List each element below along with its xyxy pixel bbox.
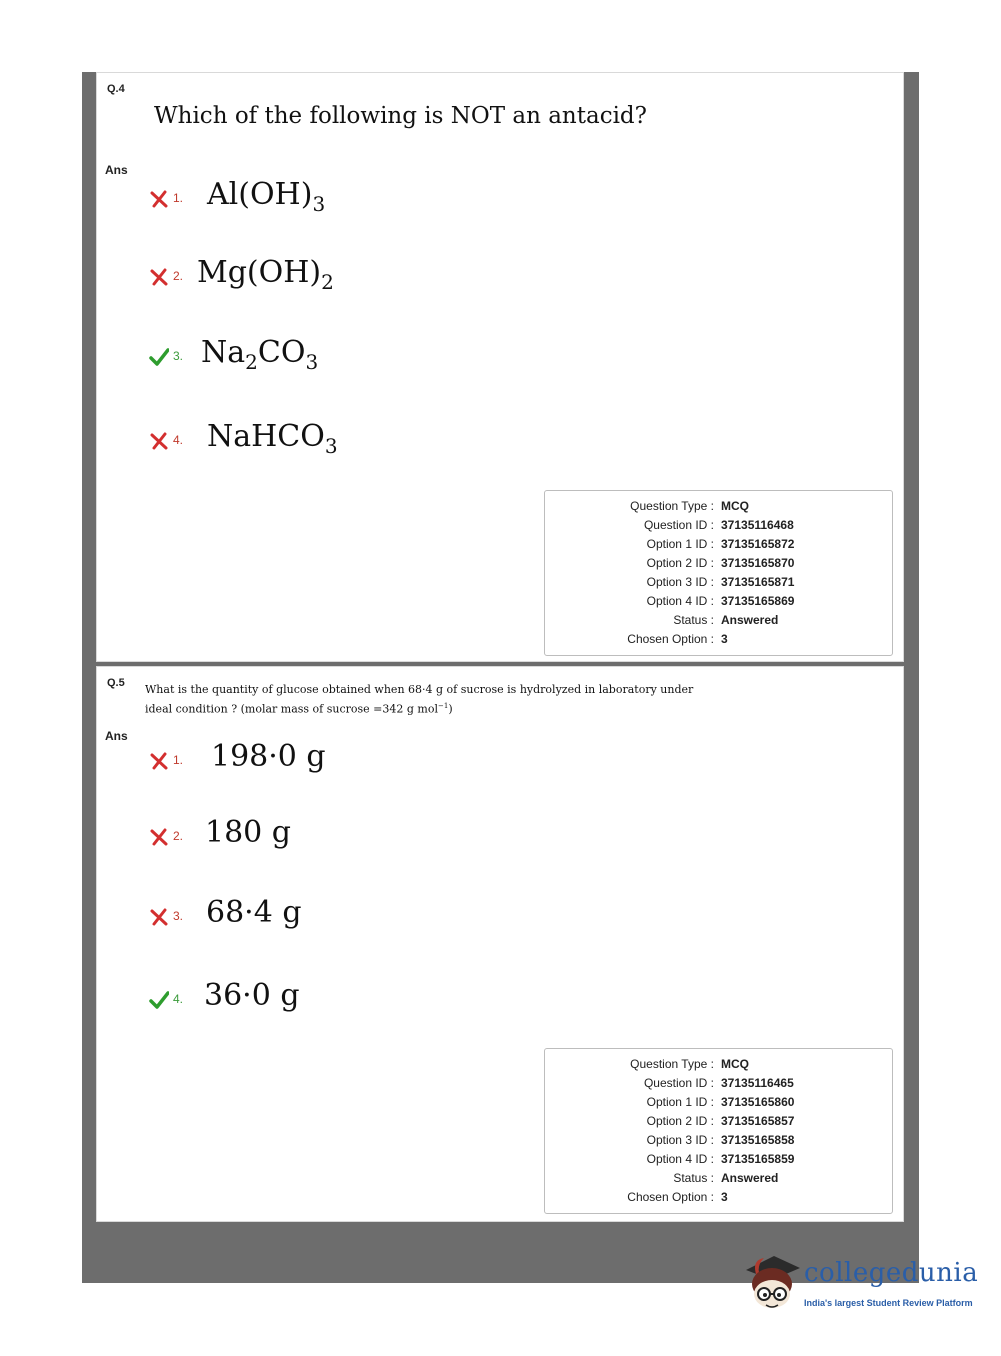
question-number: Q.4	[107, 83, 125, 95]
option-number: 2.	[173, 269, 184, 283]
meta-label: Option 2 ID :	[646, 556, 714, 570]
meta-label: Question ID :	[643, 1076, 714, 1090]
meta-value: 3	[721, 632, 728, 646]
question-panel-q5	[96, 666, 904, 1222]
option-number: 2.	[173, 829, 184, 843]
wrong-cross-icon	[149, 267, 169, 287]
option-text: 198·0 g	[211, 739, 326, 774]
meta-value: 3	[721, 1190, 728, 1204]
wrong-cross-icon	[149, 189, 169, 209]
wrong-cross-icon	[149, 431, 169, 451]
meta-value: Answered	[721, 613, 779, 627]
correct-check-icon	[149, 347, 169, 367]
meta-label: Question Type :	[630, 499, 714, 513]
meta-label: Option 3 ID :	[646, 1133, 714, 1147]
meta-label: Chosen Option :	[627, 1190, 714, 1204]
brand-tagline: India's largest Student Review Platform	[804, 1298, 973, 1308]
question-number: Q.5	[107, 677, 125, 689]
meta-label: Option 1 ID :	[646, 537, 714, 551]
mascot-icon	[742, 1250, 802, 1318]
meta-value: 37135165870	[721, 556, 795, 570]
option-text: $Al(OH)_3$	[207, 177, 326, 216]
option-text: 180 g	[205, 815, 292, 850]
option-text: 68·4 g	[206, 895, 302, 930]
meta-value: 37135165859	[721, 1152, 795, 1166]
collegedunia-logo	[742, 1250, 979, 1320]
meta-value: MCQ	[721, 1057, 749, 1071]
option-number: 1.	[173, 191, 184, 205]
meta-label: Option 4 ID :	[646, 1152, 714, 1166]
option-text: $Mg(OH)_2$	[197, 255, 334, 294]
meta-value: 37135165872	[721, 537, 795, 551]
correct-check-icon	[149, 990, 169, 1010]
meta-label: Option 1 ID :	[646, 1095, 714, 1109]
meta-value: 37135116468	[721, 518, 794, 532]
meta-label: Status :	[673, 613, 714, 627]
meta-value: 37135165860	[721, 1095, 795, 1109]
wrong-cross-icon	[149, 907, 169, 927]
option-number: 3.	[173, 909, 184, 923]
meta-label: Option 2 ID :	[646, 1114, 714, 1128]
option-text: 36·0 g	[204, 978, 300, 1013]
question-text: Which of the following is NOT an antacid?	[154, 103, 647, 129]
meta-value: Answered	[721, 1171, 779, 1185]
meta-label: Question Type :	[630, 1057, 714, 1071]
meta-label: Chosen Option :	[627, 632, 714, 646]
option-number: 3.	[173, 349, 184, 363]
meta-label: Option 4 ID :	[646, 594, 714, 608]
meta-value: 37135165869	[721, 594, 795, 608]
question-panel-q4	[96, 72, 904, 662]
meta-value: 37135165857	[721, 1114, 795, 1128]
answer-label: Ans	[105, 163, 128, 177]
meta-label: Status :	[673, 1171, 714, 1185]
meta-value: 37135165871	[721, 575, 795, 589]
answer-label: Ans	[105, 729, 128, 743]
option-number: 1.	[173, 753, 184, 767]
option-number: 4.	[173, 433, 184, 447]
brand-name: collegedunia	[804, 1258, 979, 1288]
question-meta-box	[544, 490, 893, 656]
question-text: What is the quantity of glucose obtained when 68·4 g of sucrose is hydrolyzed in laboratory under ideal condition ? (molar mass of sucrose =342 g mol$^{-1}$)	[145, 683, 694, 716]
meta-label: Option 3 ID :	[646, 575, 714, 589]
option-text: $Na_2CO_3$	[201, 335, 319, 374]
option-number: 4.	[173, 992, 184, 1006]
wrong-cross-icon	[149, 751, 169, 771]
meta-label: Question ID :	[643, 518, 714, 532]
meta-value: 37135165858	[721, 1133, 795, 1147]
option-text: NaHCO$_3$	[207, 419, 338, 458]
wrong-cross-icon	[149, 827, 169, 847]
meta-value: MCQ	[721, 499, 749, 513]
question-meta-box	[544, 1048, 893, 1214]
meta-value: 37135116465	[721, 1076, 794, 1090]
